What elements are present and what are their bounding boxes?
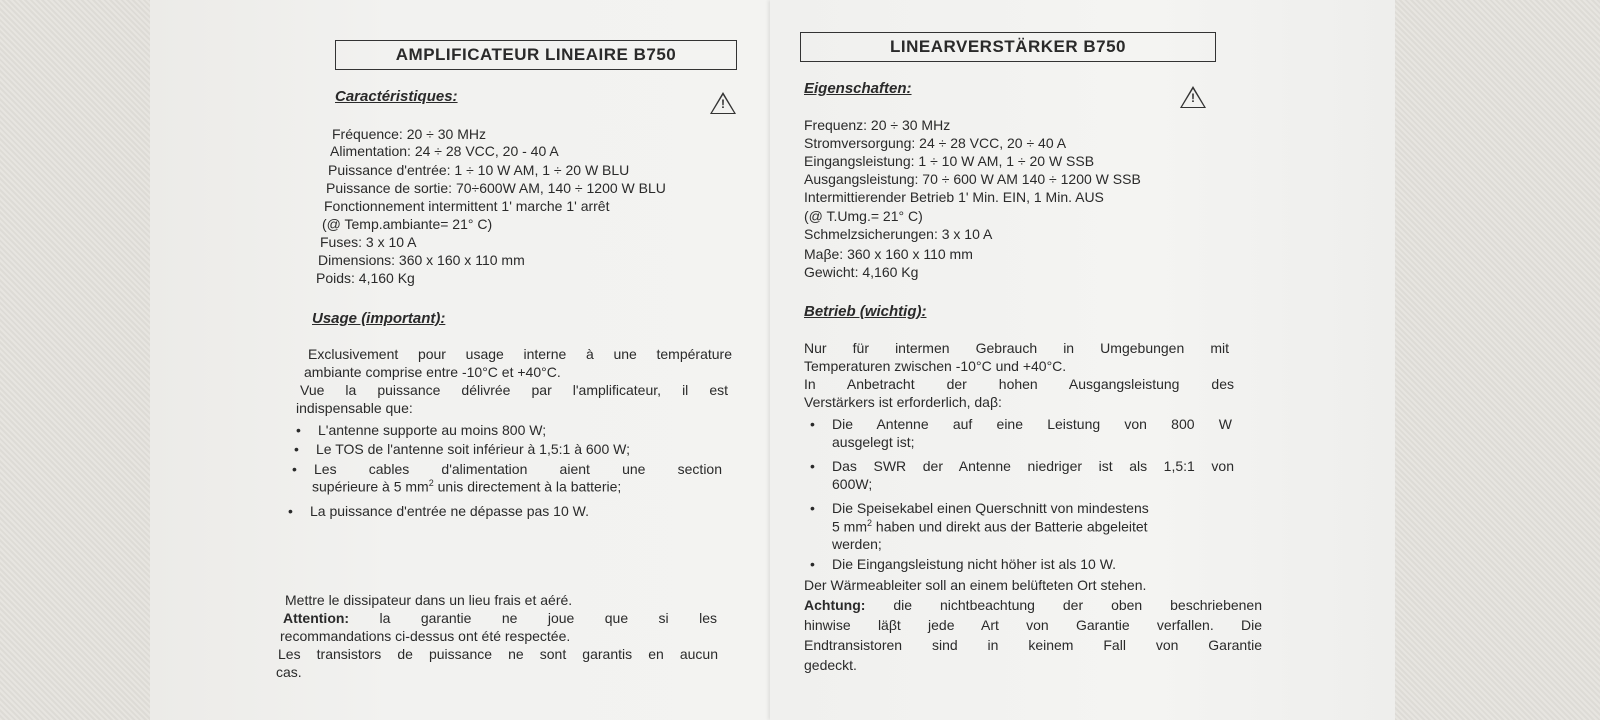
heading-specs-french: Caractéristiques: (335, 88, 458, 105)
title-german: LINEARVERSTÄRKER B750 (800, 32, 1216, 62)
list-item-continuation: supérieure à 5 $mm^2$ unis directement à la batterie; (312, 478, 622, 495)
spec-line: Intermittierender Betrieb 1' Min. EIN, 1 Min. AUS (804, 189, 1104, 205)
list-item-continuation: 5 $mm^2$ haben und direkt aus der Batterie abgeleitet (832, 518, 1148, 535)
closing-line: cas. (276, 664, 302, 680)
spec-line: Fuses: 3 x 10 A (320, 234, 417, 250)
spec-line: Ausgangsleistung: 70 ÷ 600 W AM 140 ÷ 1200 W SSB (804, 171, 1141, 187)
spec-line: Poids: 4,160 Kg (316, 270, 415, 286)
usage-line: Vue la puissance délivrée par l'amplificateur, il est (300, 382, 728, 398)
spec-line: Eingangsleistung: 1 ÷ 10 W AM, 1 ÷ 20 W SSB (804, 153, 1095, 169)
usage-line: In Anbetracht der hohen Ausgangsleistung des (804, 376, 1234, 392)
spec-line: Stromversorgung: 24 ÷ 28 VCC, 20 ÷ 40 A (804, 135, 1067, 151)
list-item: • La puissance d'entrée ne dépasse pas 10 W. (310, 503, 589, 519)
spec-line: (@ T.Umg.= 21° C) (804, 208, 923, 224)
warning-triangle-icon: ! (1180, 86, 1206, 108)
list-item-continuation: 600W; (832, 476, 873, 492)
warning-triangle-icon: ! (710, 92, 736, 114)
usage-line: Nur für intermen Gebrauch in Umgebungen mit (804, 340, 1229, 356)
list-item: • Die Antenne auf eine Leistung von 800 W (832, 416, 1232, 432)
title-french: AMPLIFICATEUR LINEAIRE B750 (335, 40, 737, 70)
spec-line: Alimentation: 24 ÷ 28 VCC, 20 - 40 A (330, 143, 559, 159)
usage-line: Temperaturen zwischen -10°C und +40°C. (804, 358, 1067, 374)
heading-usage-french: Usage (important): (312, 310, 446, 327)
closing-line: Les transistors de puissance ne sont garantis en aucun (278, 646, 718, 662)
list-item: • Das SWR der Antenne niedriger ist als 1,5:1 von (832, 458, 1234, 474)
heading-specs-german: Eigenschaften: (804, 80, 912, 97)
closing-line: Der Wärmeableiter soll an einem belüfteten Ort stehen. (804, 577, 1147, 593)
list-item: • Les cables d'alimentation aient une section (314, 461, 722, 477)
closing-line: recommandations ci-dessus ont été respectée. (280, 628, 571, 644)
spec-line: Frequenz: 20 ÷ 30 MHz (804, 117, 951, 133)
page-french (150, 0, 770, 720)
usage-line: Verstärkers ist erforderlich, daβ: (804, 394, 1002, 410)
list-item: • L'antenne supporte au moins 800 W; (318, 422, 546, 438)
page-german (770, 0, 1395, 720)
spec-line: Fonctionnement intermittent 1' marche 1' arrêt (324, 198, 610, 214)
closing-line: Mettre le dissipateur dans un lieu frais et aéré. (285, 592, 573, 608)
heading-usage-german: Betrieb (wichtig): (804, 303, 927, 320)
spec-line: Fréquence: 20 ÷ 30 MHz (332, 126, 486, 142)
spec-line: Puissance de sortie: 70÷600W AM, 140 ÷ 1200 W BLU (326, 180, 666, 196)
list-item: • Die Speisekabel einen Querschnitt von mindestens (832, 500, 1149, 516)
spec-line: Gewicht: 4,160 Kg (804, 264, 919, 280)
closing-line: Endtransistoren sind in keinem Fall von Garantie (804, 637, 1262, 653)
spec-line: Maβe: 360 x 160 x 110 mm (804, 246, 973, 262)
usage-line: ambiante comprise entre -10°C et +40°C. (304, 364, 561, 380)
spec-line: (@ Temp.ambiante= 21° C) (322, 216, 493, 232)
list-item-continuation: ausgelegt ist; (832, 434, 915, 450)
closing-line: hinwise läβt jede Art von Garantie verfallen. Die (804, 617, 1262, 633)
list-item: • Die Eingangsleistung nicht höher ist als 10 W. (832, 556, 1116, 572)
spec-line: Dimensions: 360 x 160 x 110 mm (318, 252, 525, 268)
closing-line: Attention: la garantie ne joue que si les (283, 610, 717, 626)
list-item: • Le TOS de l'antenne soit inférieur à 1,5:1 à 600 W; (316, 441, 630, 457)
list-item-continuation: werden; (832, 536, 882, 552)
spec-line: Schmelzsicherungen: 3 x 10 A (804, 226, 993, 242)
spec-line: Puissance d'entrée: 1 ÷ 10 W AM, 1 ÷ 20 W BLU (328, 162, 630, 178)
closing-line: gedeckt. (804, 657, 857, 673)
closing-line: Achtung: die nichtbeachtung der oben beschriebenen (804, 597, 1262, 613)
usage-line: Exclusivement pour usage interne à une température (308, 346, 732, 362)
usage-line: indispensable que: (296, 400, 413, 416)
